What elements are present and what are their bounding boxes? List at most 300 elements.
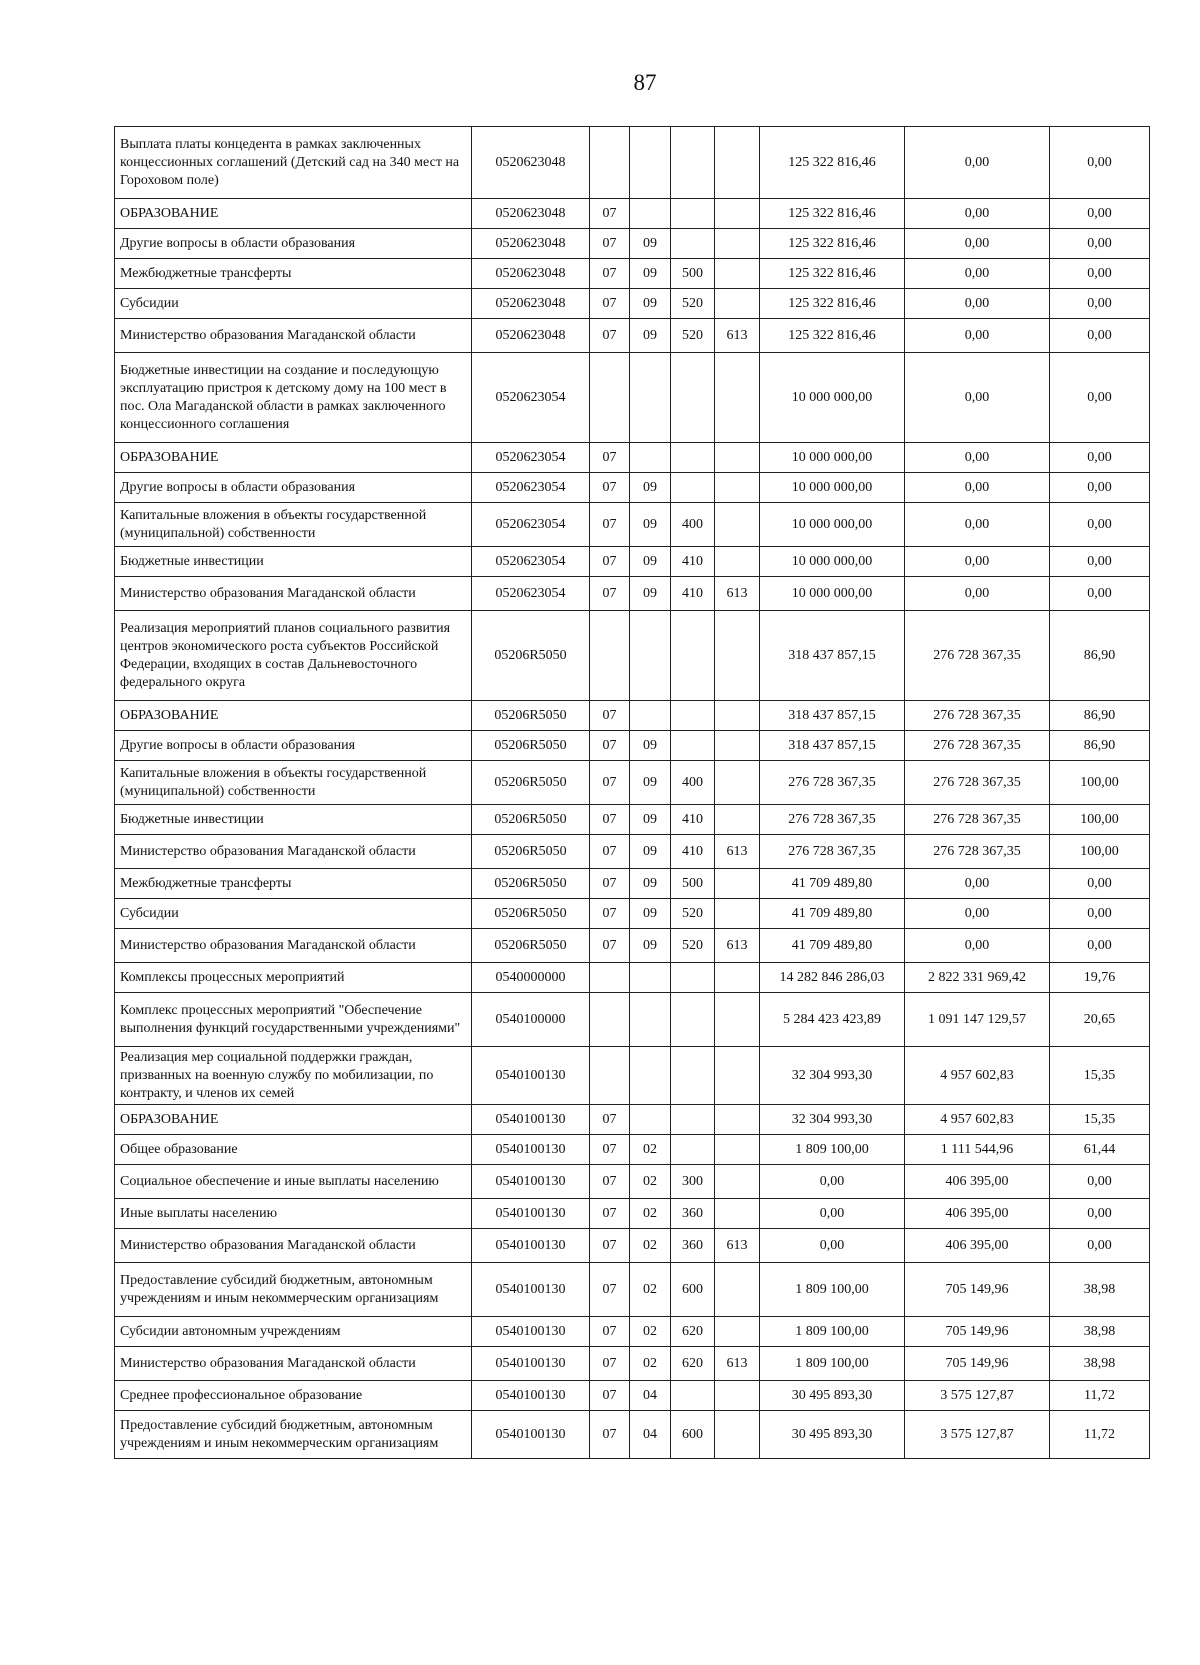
row-percent: 0,00 (1050, 127, 1150, 199)
row-administrator: 613 (715, 319, 760, 353)
row-subsection: 02 (630, 1317, 671, 1347)
row-target-article: 0540100130 (472, 1165, 590, 1199)
row-target-article: 0540100130 (472, 1347, 590, 1381)
row-section: 07 (590, 1263, 630, 1317)
row-actual-amount: 276 728 367,35 (905, 805, 1050, 835)
table-row (115, 899, 1150, 929)
row-expense-type: 600 (671, 1263, 715, 1317)
row-subsection: 09 (630, 835, 671, 869)
row-section: 07 (590, 1317, 630, 1347)
table-row (115, 963, 1150, 993)
row-section: 07 (590, 805, 630, 835)
row-name: Капитальные вложения в объекты государственной (муниципальной) собственности (115, 761, 472, 805)
row-subsection: 09 (630, 229, 671, 259)
row-percent: 100,00 (1050, 805, 1150, 835)
row-planned-amount: 0,00 (760, 1165, 905, 1199)
row-percent: 100,00 (1050, 761, 1150, 805)
row-planned-amount: 5 284 423 423,89 (760, 993, 905, 1047)
table-row (115, 319, 1150, 353)
row-target-article: 05206R5050 (472, 731, 590, 761)
row-section: 07 (590, 289, 630, 319)
row-name: Межбюджетные трансферты (115, 259, 472, 289)
row-percent: 100,00 (1050, 835, 1150, 869)
row-target-article: 0520623054 (472, 353, 590, 443)
row-administrator: 613 (715, 929, 760, 963)
table-row (115, 611, 1150, 701)
row-percent: 0,00 (1050, 929, 1150, 963)
row-actual-amount: 1 091 147 129,57 (905, 993, 1050, 1047)
row-target-article: 0520623054 (472, 503, 590, 547)
row-planned-amount: 30 495 893,30 (760, 1411, 905, 1459)
row-target-article: 0540100000 (472, 993, 590, 1047)
row-percent: 19,76 (1050, 963, 1150, 993)
row-expense-type (671, 1381, 715, 1411)
row-actual-amount: 276 728 367,35 (905, 701, 1050, 731)
row-section: 07 (590, 761, 630, 805)
row-subsection: 09 (630, 731, 671, 761)
row-name: Другие вопросы в области образования (115, 473, 472, 503)
row-actual-amount: 2 822 331 969,42 (905, 963, 1050, 993)
row-subsection: 02 (630, 1165, 671, 1199)
row-name: ОБРАЗОВАНИЕ (115, 199, 472, 229)
row-expense-type: 300 (671, 1165, 715, 1199)
row-name: ОБРАЗОВАНИЕ (115, 701, 472, 731)
row-target-article: 0520623054 (472, 577, 590, 611)
row-subsection (630, 127, 671, 199)
row-name: Комплексы процессных мероприятий (115, 963, 472, 993)
row-planned-amount: 318 437 857,15 (760, 731, 905, 761)
row-percent: 0,00 (1050, 503, 1150, 547)
table-row (115, 547, 1150, 577)
row-subsection: 09 (630, 805, 671, 835)
page-number: 87 (633, 70, 657, 95)
row-expense-type: 520 (671, 289, 715, 319)
row-target-article: 0520623054 (472, 547, 590, 577)
row-section: 07 (590, 929, 630, 963)
row-subsection (630, 353, 671, 443)
row-name: Министерство образования Магаданской области (115, 835, 472, 869)
row-administrator (715, 731, 760, 761)
row-expense-type (671, 1105, 715, 1135)
row-target-article: 0520623048 (472, 199, 590, 229)
row-actual-amount: 0,00 (905, 547, 1050, 577)
table-row (115, 503, 1150, 547)
row-subsection: 09 (630, 503, 671, 547)
row-planned-amount: 1 809 100,00 (760, 1347, 905, 1381)
row-percent: 0,00 (1050, 353, 1150, 443)
row-name: Другие вопросы в области образования (115, 731, 472, 761)
row-target-article: 0540100130 (472, 1317, 590, 1347)
row-administrator (715, 963, 760, 993)
row-section (590, 963, 630, 993)
row-actual-amount: 3 575 127,87 (905, 1381, 1050, 1411)
row-subsection: 09 (630, 929, 671, 963)
row-administrator (715, 1047, 760, 1105)
row-name: Предоставление субсидий бюджетным, автономным учреждениям и иным некоммерческим организациям (115, 1411, 472, 1459)
row-section: 07 (590, 731, 630, 761)
row-actual-amount: 406 395,00 (905, 1229, 1050, 1263)
row-name: Иные выплаты населению (115, 1199, 472, 1229)
row-target-article: 05206R5050 (472, 835, 590, 869)
row-actual-amount: 3 575 127,87 (905, 1411, 1050, 1459)
row-expense-type (671, 611, 715, 701)
row-expense-type (671, 993, 715, 1047)
row-administrator (715, 805, 760, 835)
row-section: 07 (590, 869, 630, 899)
table-row (115, 577, 1150, 611)
row-percent: 38,98 (1050, 1263, 1150, 1317)
row-expense-type: 620 (671, 1317, 715, 1347)
table-row (115, 1411, 1150, 1459)
row-name: Субсидии (115, 289, 472, 319)
row-planned-amount: 1 809 100,00 (760, 1135, 905, 1165)
row-section: 07 (590, 835, 630, 869)
row-percent: 0,00 (1050, 473, 1150, 503)
row-expense-type (671, 963, 715, 993)
row-name: Среднее профессиональное образование (115, 1381, 472, 1411)
row-name: Социальное обеспечение и иные выплаты населению (115, 1165, 472, 1199)
row-planned-amount: 41 709 489,80 (760, 869, 905, 899)
row-percent: 0,00 (1050, 1199, 1150, 1229)
row-name: Межбюджетные трансферты (115, 869, 472, 899)
row-actual-amount: 276 728 367,35 (905, 761, 1050, 805)
table-row (115, 473, 1150, 503)
row-actual-amount: 0,00 (905, 199, 1050, 229)
row-planned-amount: 125 322 816,46 (760, 229, 905, 259)
row-planned-amount: 318 437 857,15 (760, 701, 905, 731)
row-expense-type: 410 (671, 805, 715, 835)
row-target-article: 0520623054 (472, 473, 590, 503)
row-administrator (715, 229, 760, 259)
row-section: 07 (590, 899, 630, 929)
row-planned-amount: 30 495 893,30 (760, 1381, 905, 1411)
row-name: Министерство образования Магаданской области (115, 319, 472, 353)
row-target-article: 0520623048 (472, 229, 590, 259)
row-planned-amount: 41 709 489,80 (760, 899, 905, 929)
row-expense-type: 520 (671, 899, 715, 929)
row-target-article: 0520623048 (472, 127, 590, 199)
row-subsection: 02 (630, 1263, 671, 1317)
row-percent: 0,00 (1050, 1229, 1150, 1263)
row-section: 07 (590, 1381, 630, 1411)
row-section: 07 (590, 547, 630, 577)
row-subsection: 09 (630, 547, 671, 577)
row-actual-amount: 1 111 544,96 (905, 1135, 1050, 1165)
table-row (115, 1381, 1150, 1411)
row-target-article: 0520623048 (472, 259, 590, 289)
row-actual-amount: 276 728 367,35 (905, 731, 1050, 761)
row-actual-amount: 276 728 367,35 (905, 611, 1050, 701)
row-target-article: 0540100130 (472, 1135, 590, 1165)
row-subsection (630, 199, 671, 229)
row-name: ОБРАЗОВАНИЕ (115, 443, 472, 473)
row-planned-amount: 10 000 000,00 (760, 503, 905, 547)
row-administrator: 613 (715, 835, 760, 869)
row-section: 07 (590, 1347, 630, 1381)
row-subsection: 02 (630, 1347, 671, 1381)
row-actual-amount: 0,00 (905, 929, 1050, 963)
table-row (115, 199, 1150, 229)
row-percent: 86,90 (1050, 701, 1150, 731)
row-administrator: 613 (715, 577, 760, 611)
row-section: 07 (590, 1105, 630, 1135)
row-expense-type (671, 473, 715, 503)
row-planned-amount: 32 304 993,30 (760, 1105, 905, 1135)
table-row (115, 869, 1150, 899)
row-target-article: 05206R5050 (472, 701, 590, 731)
row-target-article: 0540100130 (472, 1105, 590, 1135)
row-subsection: 09 (630, 473, 671, 503)
row-administrator (715, 503, 760, 547)
row-actual-amount: 0,00 (905, 289, 1050, 319)
row-actual-amount: 0,00 (905, 473, 1050, 503)
row-expense-type (671, 1047, 715, 1105)
row-subsection (630, 611, 671, 701)
row-section: 07 (590, 701, 630, 731)
row-target-article: 0540000000 (472, 963, 590, 993)
row-target-article: 0540100130 (472, 1047, 590, 1105)
table-row (115, 929, 1150, 963)
row-target-article: 05206R5050 (472, 611, 590, 701)
row-actual-amount: 276 728 367,35 (905, 835, 1050, 869)
row-name: Бюджетные инвестиции (115, 805, 472, 835)
row-section (590, 127, 630, 199)
table-row (115, 1229, 1150, 1263)
row-actual-amount: 0,00 (905, 319, 1050, 353)
row-percent: 0,00 (1050, 289, 1150, 319)
row-actual-amount: 705 149,96 (905, 1263, 1050, 1317)
table-row (115, 259, 1150, 289)
row-name: Другие вопросы в области образования (115, 229, 472, 259)
row-percent: 20,65 (1050, 993, 1150, 1047)
row-percent: 0,00 (1050, 899, 1150, 929)
row-planned-amount: 125 322 816,46 (760, 259, 905, 289)
row-administrator (715, 289, 760, 319)
row-expense-type: 520 (671, 929, 715, 963)
table-row (115, 1317, 1150, 1347)
row-target-article: 0540100130 (472, 1411, 590, 1459)
row-expense-type (671, 229, 715, 259)
row-expense-type (671, 127, 715, 199)
row-percent: 0,00 (1050, 1165, 1150, 1199)
table-row (115, 1105, 1150, 1135)
row-actual-amount: 0,00 (905, 899, 1050, 929)
row-name: Бюджетные инвестиции на создание и последующую эксплуатацию пристроя к детскому дому на 100 мест в пос. Ола Магаданской области в рамках заключенного концессионного соглашения (115, 353, 472, 443)
row-target-article: 05206R5050 (472, 869, 590, 899)
row-planned-amount: 1 809 100,00 (760, 1263, 905, 1317)
row-expense-type: 500 (671, 869, 715, 899)
table-row (115, 229, 1150, 259)
row-administrator (715, 1317, 760, 1347)
row-subsection: 09 (630, 899, 671, 929)
row-administrator (715, 1381, 760, 1411)
row-planned-amount: 41 709 489,80 (760, 929, 905, 963)
row-actual-amount: 0,00 (905, 443, 1050, 473)
row-actual-amount: 705 149,96 (905, 1317, 1050, 1347)
row-percent: 11,72 (1050, 1381, 1150, 1411)
table-row (115, 1135, 1150, 1165)
row-actual-amount: 406 395,00 (905, 1199, 1050, 1229)
row-planned-amount: 32 304 993,30 (760, 1047, 905, 1105)
row-administrator (715, 473, 760, 503)
row-percent: 38,98 (1050, 1317, 1150, 1347)
row-target-article: 0540100130 (472, 1229, 590, 1263)
row-administrator (715, 611, 760, 701)
row-section: 07 (590, 319, 630, 353)
row-percent: 0,00 (1050, 199, 1150, 229)
row-actual-amount: 0,00 (905, 869, 1050, 899)
row-administrator (715, 761, 760, 805)
row-section (590, 353, 630, 443)
row-actual-amount: 0,00 (905, 127, 1050, 199)
row-name: Министерство образования Магаданской области (115, 1347, 472, 1381)
row-administrator (715, 1263, 760, 1317)
row-target-article: 0520623054 (472, 443, 590, 473)
row-administrator (715, 547, 760, 577)
row-planned-amount: 125 322 816,46 (760, 199, 905, 229)
row-administrator (715, 353, 760, 443)
row-percent: 86,90 (1050, 611, 1150, 701)
row-percent: 0,00 (1050, 443, 1150, 473)
row-target-article: 0520623048 (472, 289, 590, 319)
table-row (115, 1047, 1150, 1105)
row-expense-type: 500 (671, 259, 715, 289)
row-section: 07 (590, 1411, 630, 1459)
row-actual-amount: 705 149,96 (905, 1347, 1050, 1381)
row-subsection: 04 (630, 1411, 671, 1459)
row-percent: 15,35 (1050, 1105, 1150, 1135)
row-subsection (630, 443, 671, 473)
table-row (115, 993, 1150, 1047)
table-row (115, 353, 1150, 443)
row-subsection (630, 993, 671, 1047)
row-name: ОБРАЗОВАНИЕ (115, 1105, 472, 1135)
row-planned-amount: 10 000 000,00 (760, 473, 905, 503)
row-section: 07 (590, 1165, 630, 1199)
row-name: Капитальные вложения в объекты государственной (муниципальной) собственности (115, 503, 472, 547)
row-expense-type: 400 (671, 761, 715, 805)
row-planned-amount: 125 322 816,46 (760, 127, 905, 199)
row-subsection: 02 (630, 1199, 671, 1229)
row-actual-amount: 0,00 (905, 503, 1050, 547)
table-row (115, 443, 1150, 473)
row-name: Министерство образования Магаданской области (115, 577, 472, 611)
table-row (115, 1263, 1150, 1317)
table-row (115, 835, 1150, 869)
row-percent: 0,00 (1050, 259, 1150, 289)
row-administrator (715, 127, 760, 199)
row-target-article: 05206R5050 (472, 929, 590, 963)
table-row (115, 1165, 1150, 1199)
row-subsection (630, 1047, 671, 1105)
row-subsection: 09 (630, 577, 671, 611)
row-percent: 0,00 (1050, 869, 1150, 899)
row-expense-type: 410 (671, 835, 715, 869)
row-actual-amount: 406 395,00 (905, 1165, 1050, 1199)
row-subsection: 02 (630, 1135, 671, 1165)
row-subsection (630, 963, 671, 993)
row-planned-amount: 0,00 (760, 1199, 905, 1229)
row-actual-amount: 0,00 (905, 577, 1050, 611)
row-actual-amount: 4 957 602,83 (905, 1047, 1050, 1105)
table-row (115, 731, 1150, 761)
table-row (115, 289, 1150, 319)
row-target-article: 0540100130 (472, 1263, 590, 1317)
row-name: Бюджетные инвестиции (115, 547, 472, 577)
row-planned-amount: 14 282 846 286,03 (760, 963, 905, 993)
row-expense-type (671, 353, 715, 443)
row-section (590, 611, 630, 701)
row-administrator (715, 1165, 760, 1199)
row-section: 07 (590, 199, 630, 229)
row-section (590, 1047, 630, 1105)
row-administrator (715, 701, 760, 731)
row-target-article: 0540100130 (472, 1199, 590, 1229)
row-expense-type: 360 (671, 1229, 715, 1263)
row-planned-amount: 125 322 816,46 (760, 319, 905, 353)
row-section (590, 993, 630, 1047)
row-name: Министерство образования Магаданской области (115, 929, 472, 963)
row-section: 07 (590, 1135, 630, 1165)
row-subsection: 09 (630, 869, 671, 899)
row-section: 07 (590, 443, 630, 473)
row-planned-amount: 10 000 000,00 (760, 443, 905, 473)
row-percent: 0,00 (1050, 229, 1150, 259)
row-name: Общее образование (115, 1135, 472, 1165)
row-administrator (715, 443, 760, 473)
row-planned-amount: 10 000 000,00 (760, 353, 905, 443)
row-percent: 86,90 (1050, 731, 1150, 761)
row-target-article: 05206R5050 (472, 805, 590, 835)
row-expense-type: 410 (671, 577, 715, 611)
row-expense-type: 520 (671, 319, 715, 353)
row-administrator (715, 1411, 760, 1459)
row-planned-amount: 0,00 (760, 1229, 905, 1263)
row-section: 07 (590, 473, 630, 503)
row-planned-amount: 125 322 816,46 (760, 289, 905, 319)
row-planned-amount: 276 728 367,35 (760, 835, 905, 869)
row-target-article: 0520623048 (472, 319, 590, 353)
row-planned-amount: 10 000 000,00 (760, 547, 905, 577)
row-section: 07 (590, 503, 630, 547)
row-administrator: 613 (715, 1229, 760, 1263)
row-expense-type: 410 (671, 547, 715, 577)
row-section: 07 (590, 1229, 630, 1263)
row-subsection: 02 (630, 1229, 671, 1263)
table-row (115, 1199, 1150, 1229)
row-target-article: 05206R5050 (472, 761, 590, 805)
row-administrator (715, 869, 760, 899)
row-subsection: 09 (630, 289, 671, 319)
table-row (115, 805, 1150, 835)
row-administrator (715, 259, 760, 289)
row-percent: 38,98 (1050, 1347, 1150, 1381)
row-subsection: 09 (630, 319, 671, 353)
row-subsection: 09 (630, 259, 671, 289)
row-percent: 0,00 (1050, 577, 1150, 611)
row-subsection (630, 701, 671, 731)
row-percent: 0,00 (1050, 547, 1150, 577)
row-planned-amount: 1 809 100,00 (760, 1317, 905, 1347)
row-subsection: 09 (630, 761, 671, 805)
row-section: 07 (590, 259, 630, 289)
row-name: Выплата платы концедента в рамках заключенных концессионных соглашений (Детский сад на 340 мест на Гороховом поле) (115, 127, 472, 199)
row-name: Предоставление субсидий бюджетным, автономным учреждениям и иным некоммерческим организациям (115, 1263, 472, 1317)
row-planned-amount: 276 728 367,35 (760, 761, 905, 805)
row-name: Комплекс процессных мероприятий "Обеспечение выполнения функций государственными учреждениями" (115, 993, 472, 1047)
row-planned-amount: 276 728 367,35 (760, 805, 905, 835)
row-name: Субсидии автономным учреждениям (115, 1317, 472, 1347)
